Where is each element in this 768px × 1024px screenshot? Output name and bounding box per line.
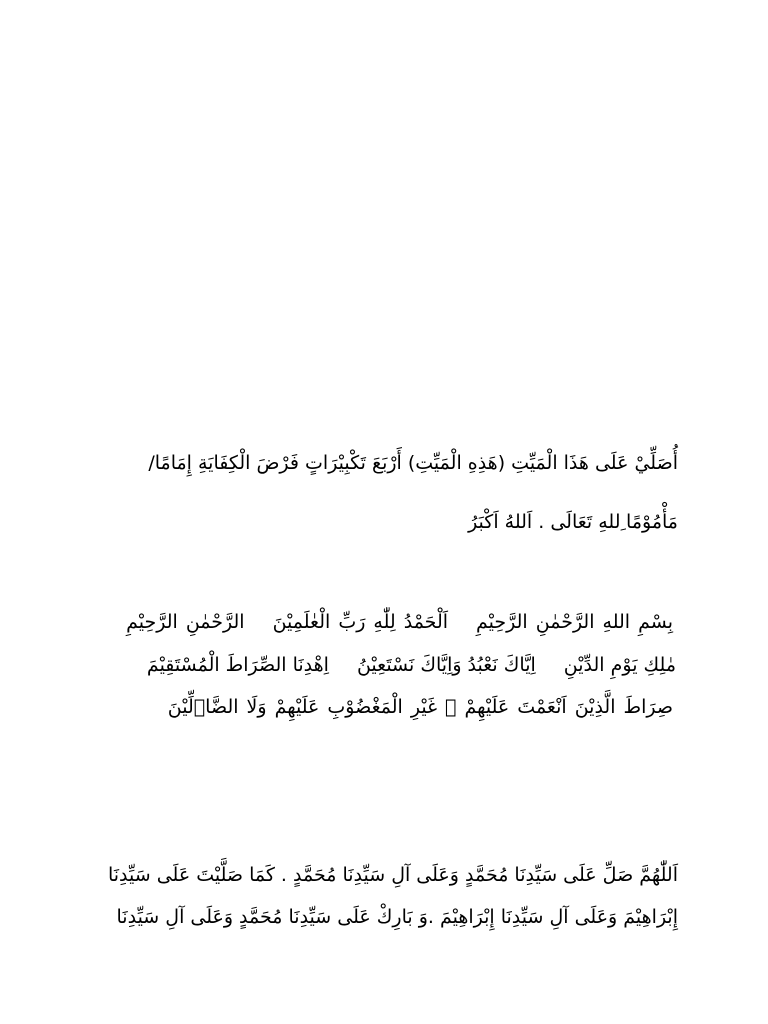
- fatiha-verse-3: الرَّحْمٰنِ الرَّحِيْمِ: [126, 611, 245, 633]
- fatiha-verse-2: اَلْحَمْدُ لِلّٰهِ رَبِّ الْعٰلَمِيْنَ: [272, 611, 449, 633]
- fatiha-line-2: [147, 650, 676, 680]
- fatiha-verse-1: بِسْمِ اللهِ الرَّحْمٰنِ الرَّحِيْمِ: [476, 611, 673, 633]
- niat-line-1: أُصَلِّيْ عَلَى هَذَا الْمَيِّتِ (هَذِهِ الْمَيِّتِ) أَرْبَعَ تَكْبِيْرَاتٍ فَرْضَ الْكِفَايَةِ إِمَامًا/: [148, 452, 678, 474]
- fatiha-verse-6: اِهْدِنَا الصِّرَاطَ الْمُسْتَقِيْمَ: [146, 654, 329, 676]
- fatiha-verse-5: اِيَّاكَ نَعْبُدُ وَاِيَّاكَ نَسْتَعِيْنُ: [356, 654, 536, 676]
- fatiha-line-1: [126, 607, 673, 637]
- salawat-line-1: اَللّٰهُمَّ صَلِّ عَلَى سَيِّدِنَا مُحَمَّدٍ وَعَلَى آلِ سَيِّدِنَا مُحَمَّدٍ . كَمَا صَلَّيْتَ عَلَى سَيِّدِنَا: [107, 864, 678, 886]
- niat-line-2: مَأْمُوْمًا ِللهِ تَعَالَى . اَللهُ اَكْبَرُ: [468, 511, 678, 533]
- fatiha-line-3: صِرَاطَ الَّذِيْنَ اَنْعَمْتَ عَلَيْهِمْ ۙ غَيْرِ الْمَغْضُوْبِ عَلَيْهِمْ وَلَا الضَّاۤلِّيْنَ: [167, 696, 673, 718]
- fatiha-verse-4: مٰلِكِ يَوْمِ الدِّيْنِ: [563, 654, 676, 676]
- salawat-line-2: إِبْرَاهِيْمَ وَعَلَى آلِ سَيِّدِنَا إِبْرَاهِيْمَ .وَ بَارِكْ عَلَى سَيِّدِنَا مُحَمَّدٍ وَعَلَى آلِ سَيِّدِنَا: [116, 906, 678, 928]
